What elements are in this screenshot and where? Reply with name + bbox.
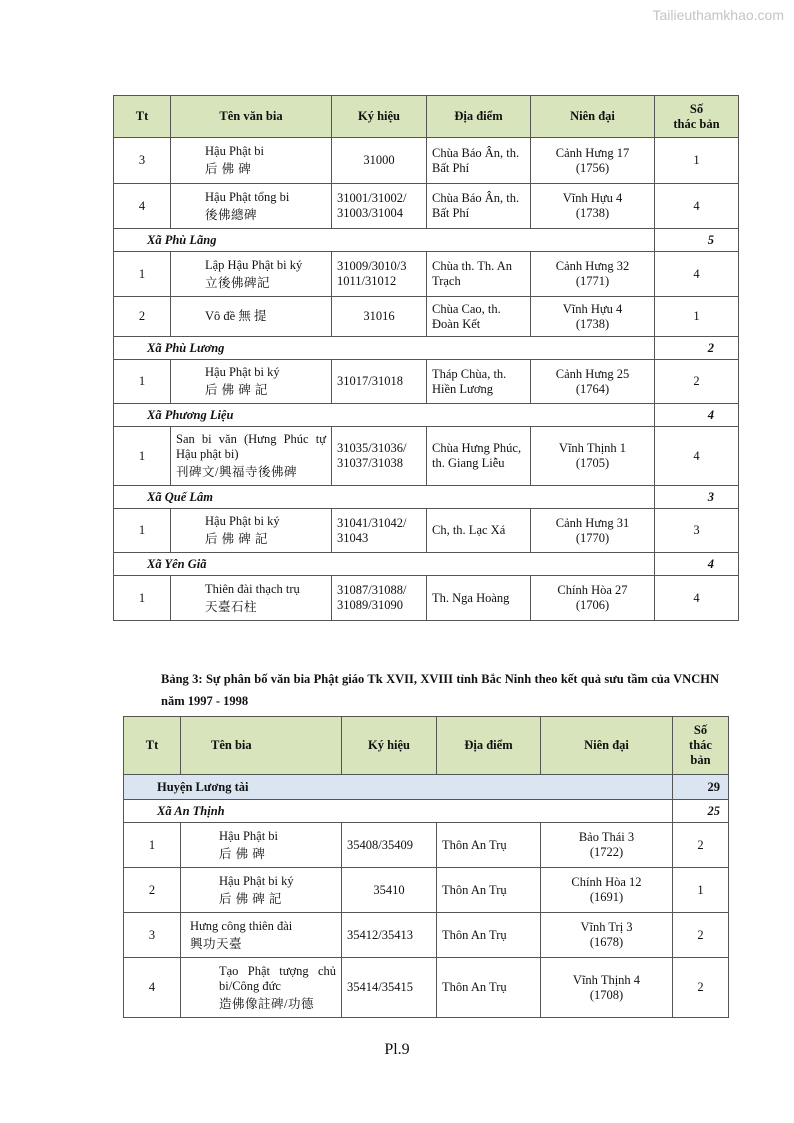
cell-count: 4 [655,427,739,486]
cell-name: Hậu Phật bi 后 佛 碑 [181,823,342,868]
table-row [114,576,739,621]
cell-tt: 1 [114,360,171,404]
header-count: Số thác bản [655,96,739,138]
cell-place: Chùa Cao, th. Đoàn Kết [427,297,531,337]
commune-name: Xã An Thịnh [124,800,673,823]
header-date: Niên đại [541,717,673,775]
table-row [114,252,739,297]
table-row [114,427,739,486]
cell-place: Thôn An Trụ [437,868,541,913]
cell-code: 31009/3010/3 1011/31012 [332,252,427,297]
cell-tt: 1 [114,576,171,621]
commune-count: 25 [673,800,729,823]
commune-count: 5 [655,229,739,252]
cell-count: 2 [673,823,729,868]
cell-date: Vĩnh Hựu 4 (1738) [531,184,655,229]
commune-name: Xã Phương Liệu [114,404,655,427]
commune-row [114,486,739,509]
cell-count: 4 [655,184,739,229]
commune-count: 4 [655,404,739,427]
commune-name: Xã Phù Lương [114,337,655,360]
cell-code: 31041/31042/ 31043 [332,509,427,553]
cell-date: Bảo Thái 3 (1722) [541,823,673,868]
cell-name: Tạo Phật tượng chủ bi/Công đức 造佛像註碑/功德 [181,958,342,1018]
cell-code: 35414/35415 [342,958,437,1018]
header-count: Số thác bản [673,717,729,775]
table-header [114,96,739,138]
table-row [124,823,729,868]
cell-count: 1 [655,138,739,184]
commune-name: Xã Phù Lãng [114,229,655,252]
cell-place: Thôn An Trụ [437,913,541,958]
district-row [124,775,729,800]
cell-date: Vĩnh Trị 3 (1678) [541,913,673,958]
cell-count: 2 [673,913,729,958]
cell-tt: 2 [114,297,171,337]
cell-place: Chùa Báo Ân, th. Bất Phí [427,184,531,229]
header-date: Niên đại [531,96,655,138]
header-place: Địa điểm [427,96,531,138]
watermark: Tailieuthamkhao.com [652,7,784,23]
commune-row [124,800,729,823]
cell-place: Chùa th. Th. An Trạch [427,252,531,297]
header-tt: Tt [124,717,181,775]
header-tt: Tt [114,96,171,138]
cell-name: Hậu Phật bi ký 后 佛 碑 記 [171,360,332,404]
cell-count: 2 [655,360,739,404]
cell-date: Chính Hòa 12 (1691) [541,868,673,913]
cell-date: Cảnh Hưng 17 (1756) [531,138,655,184]
cell-place: Chùa Báo Ân, th. Bất Phí [427,138,531,184]
table-row [124,868,729,913]
cell-count: 3 [655,509,739,553]
cell-place: Th. Nga Hoàng [427,576,531,621]
cell-name: Hưng công thiên đài 興功天臺 [181,913,342,958]
cell-tt: 1 [114,427,171,486]
cell-tt: 2 [124,868,181,913]
table-row [114,297,739,337]
table-row [114,184,739,229]
commune-row [114,229,739,252]
cell-name: San bi văn (Hưng Phúc tự Hậu phật bi) 刊碑文/興福寺後佛碑 [171,427,332,486]
cell-count: 4 [655,252,739,297]
cell-code: 35410 [342,868,437,913]
table-caption: Bảng 3: Sự phân bố văn bia Phật giáo Tk XVII, XVIII tỉnh Bắc Ninh theo kết quả sưu tầm của VNCHN năm 1997 - 1998 [161,672,719,708]
district-name: Huyện Lương tài [124,775,673,800]
commune-count: 2 [655,337,739,360]
header-code: Ký hiệu [332,96,427,138]
cell-name: Lập Hậu Phật bi ký 立後佛碑記 [171,252,332,297]
cell-code: 31087/31088/ 31089/31090 [332,576,427,621]
district-count: 29 [673,775,729,800]
cell-date: Vĩnh Thịnh 4 (1708) [541,958,673,1018]
table-row [114,360,739,404]
header-name: Tên văn bia [171,96,332,138]
header-place: Địa điểm [437,717,541,775]
table-row [124,958,729,1018]
cell-date: Cảnh Hưng 25 (1764) [531,360,655,404]
page-number: Pl.9 [384,1041,410,1058]
cell-tt: 4 [114,184,171,229]
cell-name: Hậu Phật bi ký 后 佛 碑 記 [171,509,332,553]
cell-place: Ch, th. Lạc Xá [427,509,531,553]
cell-tt: 3 [114,138,171,184]
commune-row [114,337,739,360]
cell-name: Hậu Phật tổng bi 後佛總碑 [171,184,332,229]
cell-count: 2 [673,958,729,1018]
cell-place: Thôn An Trụ [437,958,541,1018]
cell-code: 31017/31018 [332,360,427,404]
cell-code: 35408/35409 [342,823,437,868]
cell-date: Chính Hòa 27 (1706) [531,576,655,621]
cell-place: Tháp Chùa, th. Hiền Lương [427,360,531,404]
cell-date: Cảnh Hưng 32 (1771) [531,252,655,297]
cell-name: Hậu Phật bi 后 佛 碑 [171,138,332,184]
cell-code: 31001/31002/ 31003/31004 [332,184,427,229]
cell-count: 1 [673,868,729,913]
cell-code: 35412/35413 [342,913,437,958]
table-header [124,717,729,775]
cell-count: 1 [655,297,739,337]
header-code: Ký hiệu [342,717,437,775]
cell-code: 31016 [332,297,427,337]
table-row [114,509,739,553]
cell-date: Cảnh Hưng 31 (1770) [531,509,655,553]
cell-name: Vô đề 無 提 [171,297,332,337]
commune-name: Xã Quế Lâm [114,486,655,509]
header-name: Tên bia [181,717,342,775]
commune-row [114,553,739,576]
cell-code: 31035/31036/ 31037/31038 [332,427,427,486]
cell-place: Chùa Hưng Phúc, th. Giang Liễu [427,427,531,486]
commune-row [114,404,739,427]
table-row [114,138,739,184]
table-1 [113,95,739,621]
commune-count: 3 [655,486,739,509]
table-row [124,913,729,958]
commune-name: Xã Yên Giã [114,553,655,576]
cell-date: Vĩnh Thịnh 1 (1705) [531,427,655,486]
cell-tt: 4 [124,958,181,1018]
cell-count: 4 [655,576,739,621]
table-2 [123,716,729,1018]
cell-tt: 1 [114,509,171,553]
cell-name: Thiên đài thạch trụ 天臺石柱 [171,576,332,621]
commune-count: 4 [655,553,739,576]
cell-tt: 3 [124,913,181,958]
cell-place: Thôn An Trụ [437,823,541,868]
cell-name: Hậu Phật bi ký 后 佛 碑 記 [181,868,342,913]
cell-tt: 1 [114,252,171,297]
cell-date: Vĩnh Hựu 4 (1738) [531,297,655,337]
cell-code: 31000 [332,138,427,184]
cell-tt: 1 [124,823,181,868]
